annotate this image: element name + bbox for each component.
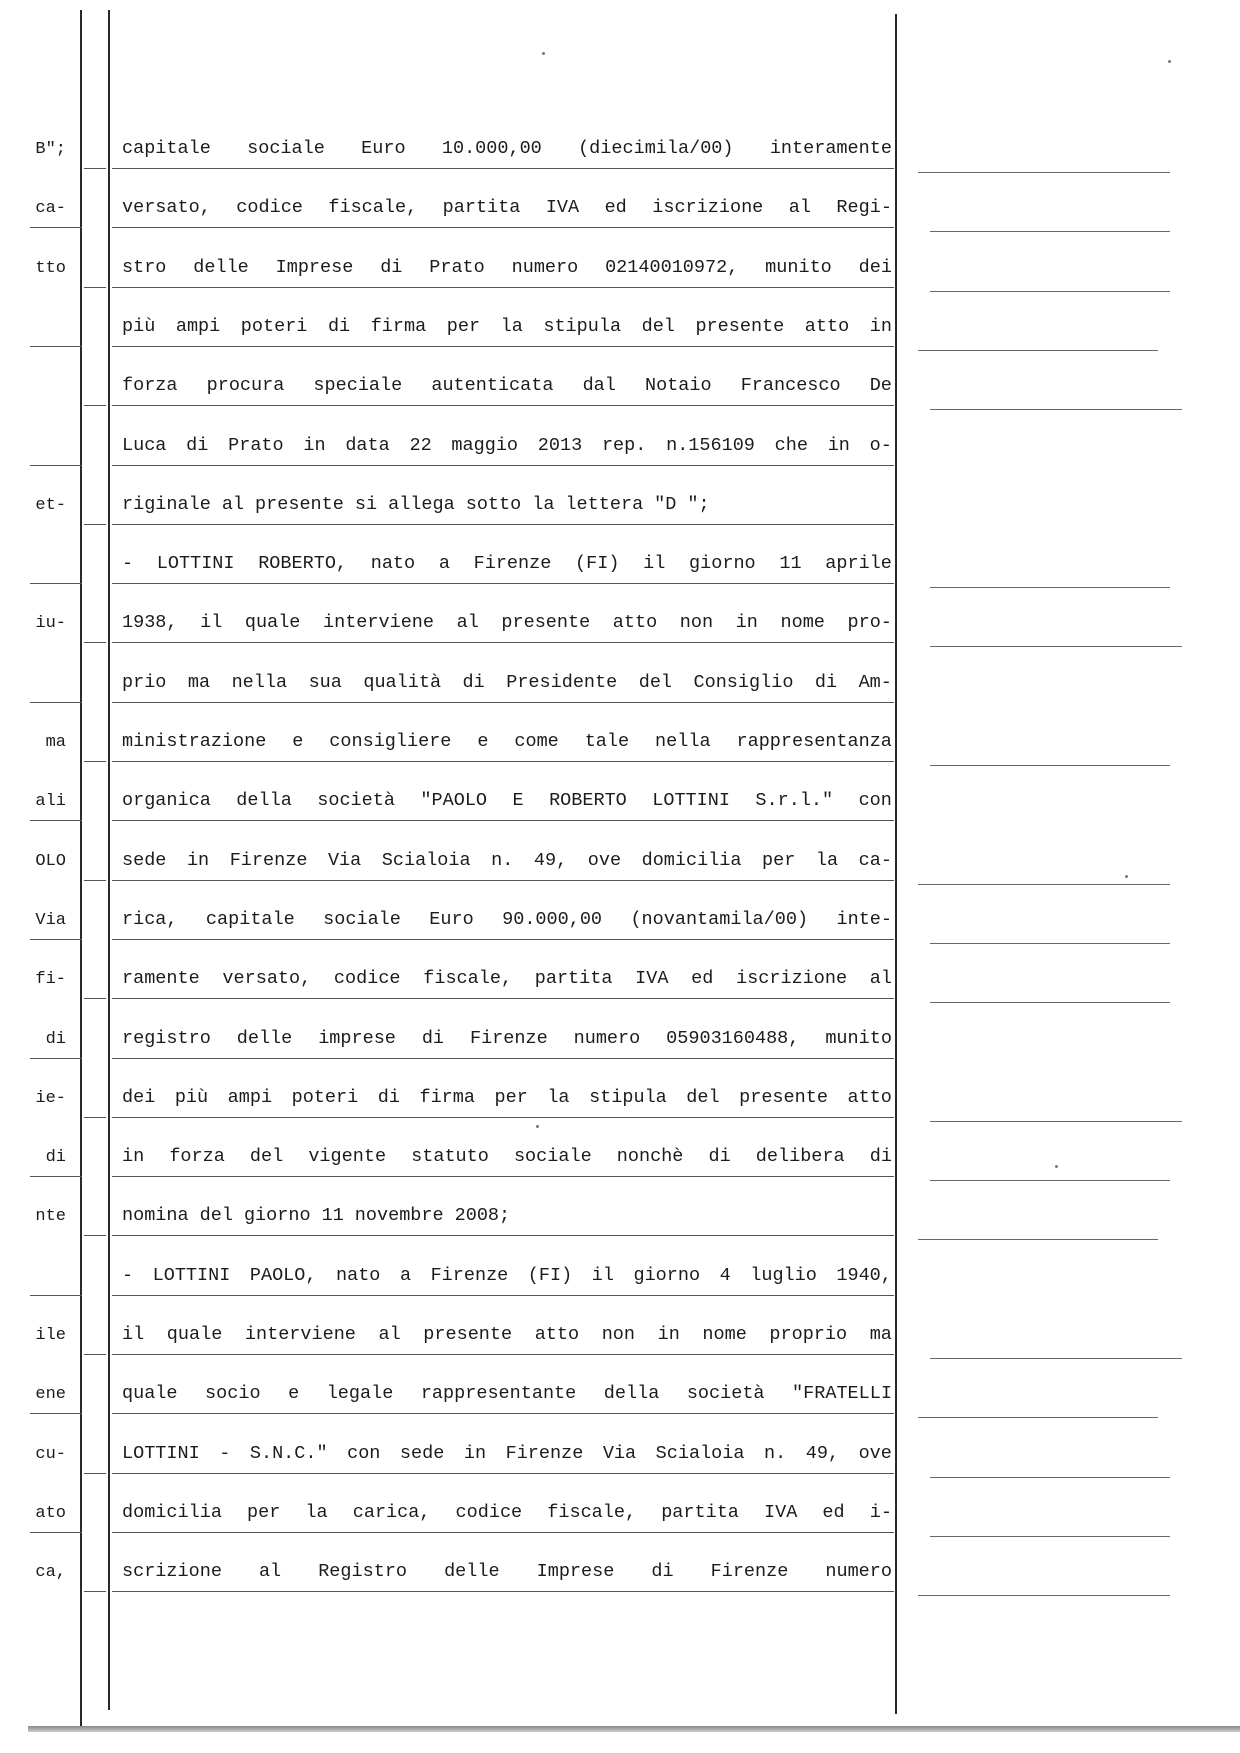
deed-line: rica, capitale sociale Euro 90.000,00 (novantamila/00) inte-	[122, 909, 892, 930]
margin-tick	[30, 583, 82, 584]
right-margin-rule-line	[930, 1536, 1170, 1537]
right-margin-rule-line	[930, 291, 1170, 292]
margin-tick	[30, 227, 82, 228]
scan-speck	[1125, 875, 1128, 878]
margin-tick	[30, 1295, 82, 1296]
deed-line: Luca di Prato in data 22 maggio 2013 rep. n.156109 che in o-	[122, 435, 892, 456]
deed-line: stro delle Imprese di Prato numero 02140010972, munito dei	[122, 257, 892, 278]
right-margin-rule-line	[930, 765, 1170, 766]
margin-fragment: cu-	[35, 1445, 66, 1464]
margin-fragment: fi-	[35, 970, 66, 989]
deed-line: scrizione al Registro delle Imprese di Firenze numero	[122, 1561, 892, 1582]
line-rule	[112, 1591, 894, 1592]
margin-tick	[84, 642, 106, 643]
line-rule	[112, 227, 894, 228]
right-margin-rule-line	[930, 1477, 1170, 1478]
margin-fragment: ca,	[35, 1563, 66, 1582]
margin-fragment: ie-	[35, 1089, 66, 1108]
deed-line: sede in Firenze Via Scialoia n. 49, ove domicilia per la ca-	[122, 850, 892, 871]
line-rule	[112, 346, 894, 347]
margin-tick	[84, 287, 106, 288]
line-rule	[112, 642, 894, 643]
margin-tick	[84, 1591, 106, 1592]
deed-line: dei più ampi poteri di firma per la stipula del presente atto	[122, 1087, 892, 1108]
line-rule	[112, 1058, 894, 1059]
line-rule	[112, 1176, 894, 1177]
deed-line: ramente versato, codice fiscale, partita IVA ed iscrizione al	[122, 968, 892, 989]
right-margin-rule-line	[918, 1239, 1158, 1240]
margin-tick	[84, 998, 106, 999]
margin-fragment: iu-	[35, 614, 66, 633]
right-margin-rule-line	[930, 1002, 1170, 1003]
deed-line: domicilia per la carica, codice fiscale, partita IVA ed i-	[122, 1502, 892, 1523]
margin-fragment: ma	[45, 733, 66, 752]
deed-line: il quale interviene al presente atto non in nome proprio ma	[122, 1324, 892, 1345]
scan-speck	[542, 52, 545, 55]
margin-fragment: nte	[35, 1207, 66, 1226]
margin-fragment: Via	[35, 911, 66, 930]
left-margin-rule-inner	[108, 10, 110, 1710]
deed-line: capitale sociale Euro 10.000,00 (diecimila/00) interamente	[122, 138, 892, 159]
right-margin-rule	[895, 14, 897, 1714]
line-rule	[112, 820, 894, 821]
right-margin-rule-line	[930, 587, 1170, 588]
right-margin-rule-line	[930, 1180, 1170, 1181]
deed-line: nomina del giorno 11 novembre 2008;	[122, 1205, 511, 1226]
deed-line: 1938, il quale interviene al presente atto non in nome pro-	[122, 612, 892, 633]
deed-line: riginale al presente si allega sotto la lettera "D ";	[122, 494, 710, 515]
right-margin-rule-line	[930, 231, 1170, 232]
right-margin-rule-line	[918, 884, 1170, 885]
line-rule	[112, 939, 894, 940]
line-rule	[112, 287, 894, 288]
deed-line: più ampi poteri di firma per la stipula del presente atto in	[122, 316, 892, 337]
right-margin-rule-line	[930, 646, 1182, 647]
margin-tick	[84, 405, 106, 406]
margin-fragment: ile	[35, 1326, 66, 1345]
margin-tick	[84, 880, 106, 881]
right-margin-rule-line	[930, 409, 1182, 410]
right-margin-rule-line	[918, 1595, 1170, 1596]
margin-tick	[30, 346, 82, 347]
margin-fragment: di	[45, 1148, 66, 1167]
margin-tick	[30, 1532, 82, 1533]
scan-speck	[1168, 60, 1171, 63]
margin-tick	[84, 168, 106, 169]
margin-tick	[30, 1058, 82, 1059]
right-margin-rule-line	[930, 1358, 1182, 1359]
line-rule	[112, 465, 894, 466]
right-margin-rule-line	[930, 1121, 1182, 1122]
margin-tick	[30, 1413, 82, 1414]
right-margin-rule-line	[930, 943, 1170, 944]
margin-fragment: tto	[35, 259, 66, 278]
left-margin-rule-outer	[80, 10, 82, 1726]
deed-line: versato, codice fiscale, partita IVA ed iscrizione al Regi-	[122, 197, 892, 218]
line-rule	[112, 1354, 894, 1355]
deed-line: registro delle imprese di Firenze numero 05903160488, munito	[122, 1028, 892, 1049]
margin-tick	[30, 939, 82, 940]
scan-speck	[1055, 1165, 1058, 1168]
line-rule	[112, 998, 894, 999]
margin-fragment: ali	[35, 792, 66, 811]
deed-line: in forza del vigente statuto sociale nonchè di delibera di	[122, 1146, 892, 1167]
margin-tick	[30, 465, 82, 466]
line-rule	[112, 405, 894, 406]
line-rule	[112, 761, 894, 762]
line-rule	[112, 1117, 894, 1118]
line-rule	[112, 1473, 894, 1474]
right-margin-rule-line	[918, 1417, 1158, 1418]
scan-bottom-edge	[28, 1726, 1240, 1732]
right-margin-rule-line	[918, 172, 1170, 173]
line-rule	[112, 1295, 894, 1296]
margin-tick	[30, 820, 82, 821]
right-margin-rule-line	[918, 350, 1158, 351]
margin-fragment: ca-	[35, 199, 66, 218]
line-rule	[112, 583, 894, 584]
margin-fragment: ene	[35, 1385, 66, 1404]
deed-line: ministrazione e consigliere e come tale nella rappresentanza	[122, 731, 892, 752]
line-rule	[112, 702, 894, 703]
line-rule	[112, 880, 894, 881]
scan-speck	[536, 1125, 539, 1128]
margin-fragment: ato	[35, 1504, 66, 1523]
deed-line: organica della società "PAOLO E ROBERTO LOTTINI S.r.l." con	[122, 790, 892, 811]
margin-tick	[84, 1235, 106, 1236]
margin-tick	[84, 524, 106, 525]
margin-tick	[30, 702, 82, 703]
line-rule	[112, 1235, 894, 1236]
deed-line: forza procura speciale autenticata dal Notaio Francesco De	[122, 375, 892, 396]
line-rule	[112, 524, 894, 525]
margin-fragment: B";	[35, 140, 66, 159]
margin-fragment: et-	[35, 496, 66, 515]
deed-line: - LOTTINI PAOLO, nato a Firenze (FI) il giorno 4 luglio 1940,	[122, 1265, 892, 1286]
margin-fragment: di	[45, 1030, 66, 1049]
line-rule	[112, 1532, 894, 1533]
deed-line: - LOTTINI ROBERTO, nato a Firenze (FI) il giorno 11 aprile	[122, 553, 892, 574]
margin-tick	[84, 1354, 106, 1355]
line-rule	[112, 168, 894, 169]
margin-tick	[84, 1473, 106, 1474]
deed-line: LOTTINI - S.N.C." con sede in Firenze Via Scialoia n. 49, ove	[122, 1443, 892, 1464]
deed-line: quale socio e legale rappresentante della società "FRATELLI	[122, 1383, 892, 1404]
margin-tick	[30, 1176, 82, 1177]
margin-fragment: OLO	[35, 852, 66, 871]
line-rule	[112, 1413, 894, 1414]
deed-line: prio ma nella sua qualità di Presidente del Consiglio di Am-	[122, 672, 892, 693]
margin-tick	[84, 761, 106, 762]
margin-tick	[84, 1117, 106, 1118]
